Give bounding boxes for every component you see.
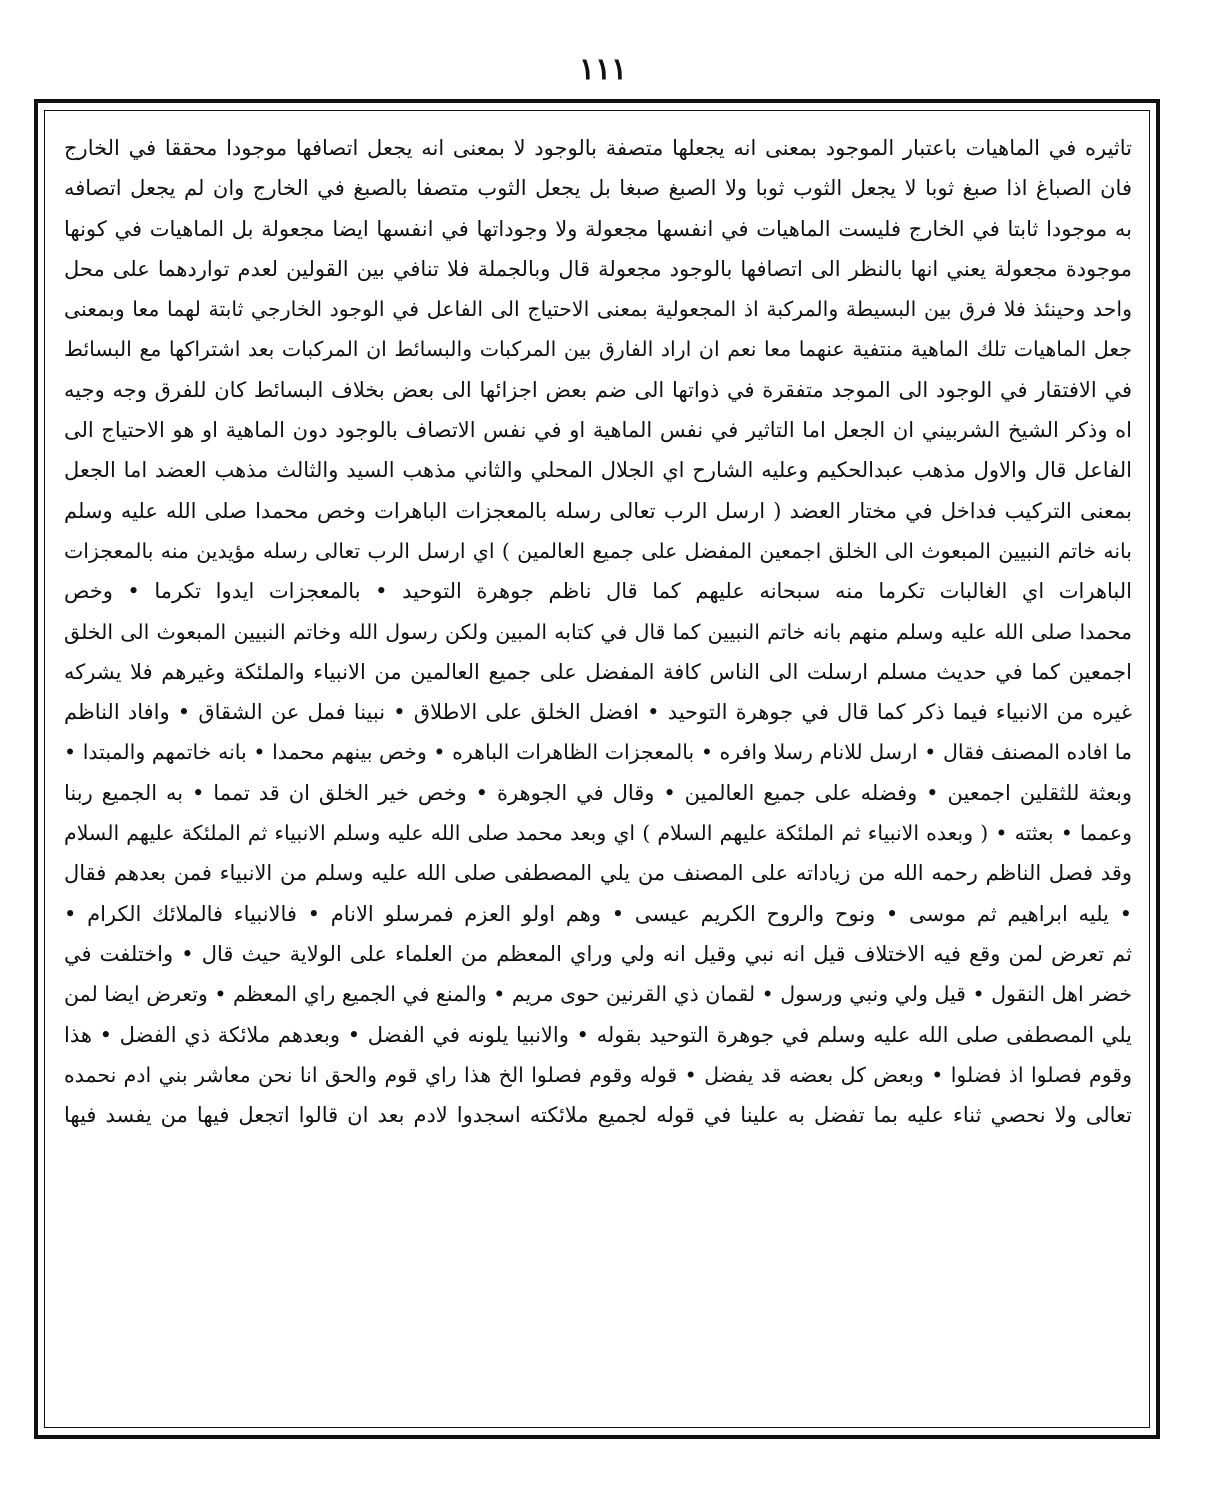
text-line: موجودة مجعولة يعني انها بالنظر الى اتصافها بالوجود مجعولة قال وبالجملة فلا تنافي بين القولين لعدم تواردهما على محل <box>64 256 1132 281</box>
text-line: محمدا صلى الله عليه وسلم منهم بانه خاتم النبيين كما قال في كتابه المبين ولكن رسول الله وخاتم النبيين المبعوث الى الخلق <box>64 619 1132 644</box>
text-line: وقوم فصلوا اذ فضلوا • وبعض كل بعضه قد يفضل • قوله وقوم فصلوا الخ هذا راي قوم والحق انا نحن معاشر بني ادم نحمده <box>64 1062 1132 1087</box>
text-line: وبعثة للثقلين اجمعين • وفضله على جميع العالمين • وقال في الجوهرة • وخص خير الخلق ان قد تمما • به الجميع ربنا <box>64 780 1132 805</box>
text-line: اه وذكر الشيخ الشربيني ان الجعل اما التاثير في نفس الماهية او في نفس الاتصاف بالوجود دون الماهية او هو الاحتياج الى <box>64 418 1132 443</box>
text-line: ثم تعرض لمن وقع فيه الاختلاف قيل انه نبي وقيل انه ولي وراي المعظم من العلماء على الولاية حيث قال • واختلفت في <box>64 941 1132 966</box>
page-number: ١١١ <box>578 52 628 87</box>
text-line: وقد فصل الناظم رحمه الله من زياداته على المصنف من يلي المصطفى صلى الله عليه وسلم من الانبياء فمن بعدهم فقال <box>64 861 1132 886</box>
text-line: يلي المصطفى صلى الله عليه وسلم في جوهرة التوحيد بقوله • والانبيا يلونه في الفضل • وبعدهم ملائكة ذي الفضل • هذا <box>64 1022 1132 1047</box>
text-line: تعالى ولا نحصي ثناء عليه بما تفضل به علينا في قوله لجميع ملائكته اسجدوا لادم بعد ان قالوا اتجعل فيها من يفسد فيها <box>64 1103 1132 1128</box>
text-line: الفاعل قال والاول مذهب عبدالحكيم وعليه الشارح اي الجلال المحلي والثاني مذهب السيد والثالث مذهب العضد اما الجعل <box>64 458 1132 483</box>
text-line: بانه خاتم النبيين المبعوث الى الخلق اجمعين المفضل على جميع العالمين ) اي ارسل الرب تعالى رسله مؤيدين منه بالمعجزات <box>64 538 1132 563</box>
text-line: واحد وحينئذ فلا فرق بين البسيطة والمركبة اذ المجعولية بمعنى الاحتياج الى الفاعل في الوجود الخارجي ثابتة لهما معا وبمعنى <box>64 297 1132 322</box>
text-line: تاثيره في الماهيات باعتبار الموجود بمعنى انه يجعلها متصفة بالوجود لا بمعنى انه يجعل اتصافها موجودا محققا في الخارج <box>64 136 1132 160</box>
text-line: به موجودا ثابتا في الخارج فليست الماهيات في انفسها مجعولة ولا وجوداتها في انفسها ايضا مجعولة بل الماهيات في كونها <box>64 216 1132 241</box>
text-line: • يليه ابراهيم ثم موسى • ونوح والروح الكريم عيسى • وهم اولو العزم فمرسلو الانام • فالانبياء فالملائك الكرام • <box>64 901 1132 926</box>
text-line: اجمعين كما في حديث مسلم ارسلت الى الناس كافة المفضل على جميع العالمين من الانبياء والملئكة وغيرهم فلا يشركه <box>64 659 1132 684</box>
text-line: جعل الماهيات تلك الماهية منتفية عنهما معا نعم ان اراد الفارق بين المركبات والبسائط ان المركبات بعد اشتراكها مع البسائط <box>64 337 1132 362</box>
text-body <box>64 128 1132 1418</box>
text-line: بمعنى التركيب فداخل في مختار العضد ( ارسل الرب تعالى رسله بالمعجزات الباهرات وخص محمدا صلى الله عليه وسلم <box>64 498 1132 523</box>
text-line: في الافتقار في الوجود الى الموجد متفقرة في ذواتها الى ضم بعض اجزائها الى بعض بخلاف البسائط كان للفرق وجه وجيه <box>64 377 1132 402</box>
text-line: ما افاده المصنف فقال • ارسل للانام رسلا وافره • بالمعجزات الظاهرات الباهره • وخص بينهم محمدا • بانه خاتمهم والمبتدا • <box>64 740 1132 765</box>
text-line: غيره من الانبياء فيما ذكر كما قال في جوهرة التوحيد • افضل الخلق على الاطلاق • نبينا فمل عن الشقاق • وافاد الناظم <box>64 700 1132 725</box>
text-line: وعمما • بعثته • ( وبعده الانبياء ثم الملئكة عليهم السلام ) اي وبعد محمد صلى الله عليه وسلم الانبياء ثم الملئكة عليهم السلام <box>64 821 1132 846</box>
text-line: خضر اهل النقول • قيل ولي ونبي ورسول • لقمان ذي القرنين حوى مريم • والمنع في الجميع راي المعظم • وتعرض ايضا لمن <box>64 982 1132 1007</box>
text-line: الباهرات اي الغالبات تكرما منه سبحانه عليهم كما قال ناظم جوهرة التوحيد • بالمعجزات ايدوا تكرما • وخص <box>64 579 1132 604</box>
text-line: فان الصباغ اذا صبغ ثوبا لا يجعل الثوب ثوبا ولا الصبغ صبغا بل يجعل الثوب متصفا بالصبغ في الخارج وان لم يجعل اتصافه <box>64 176 1132 201</box>
